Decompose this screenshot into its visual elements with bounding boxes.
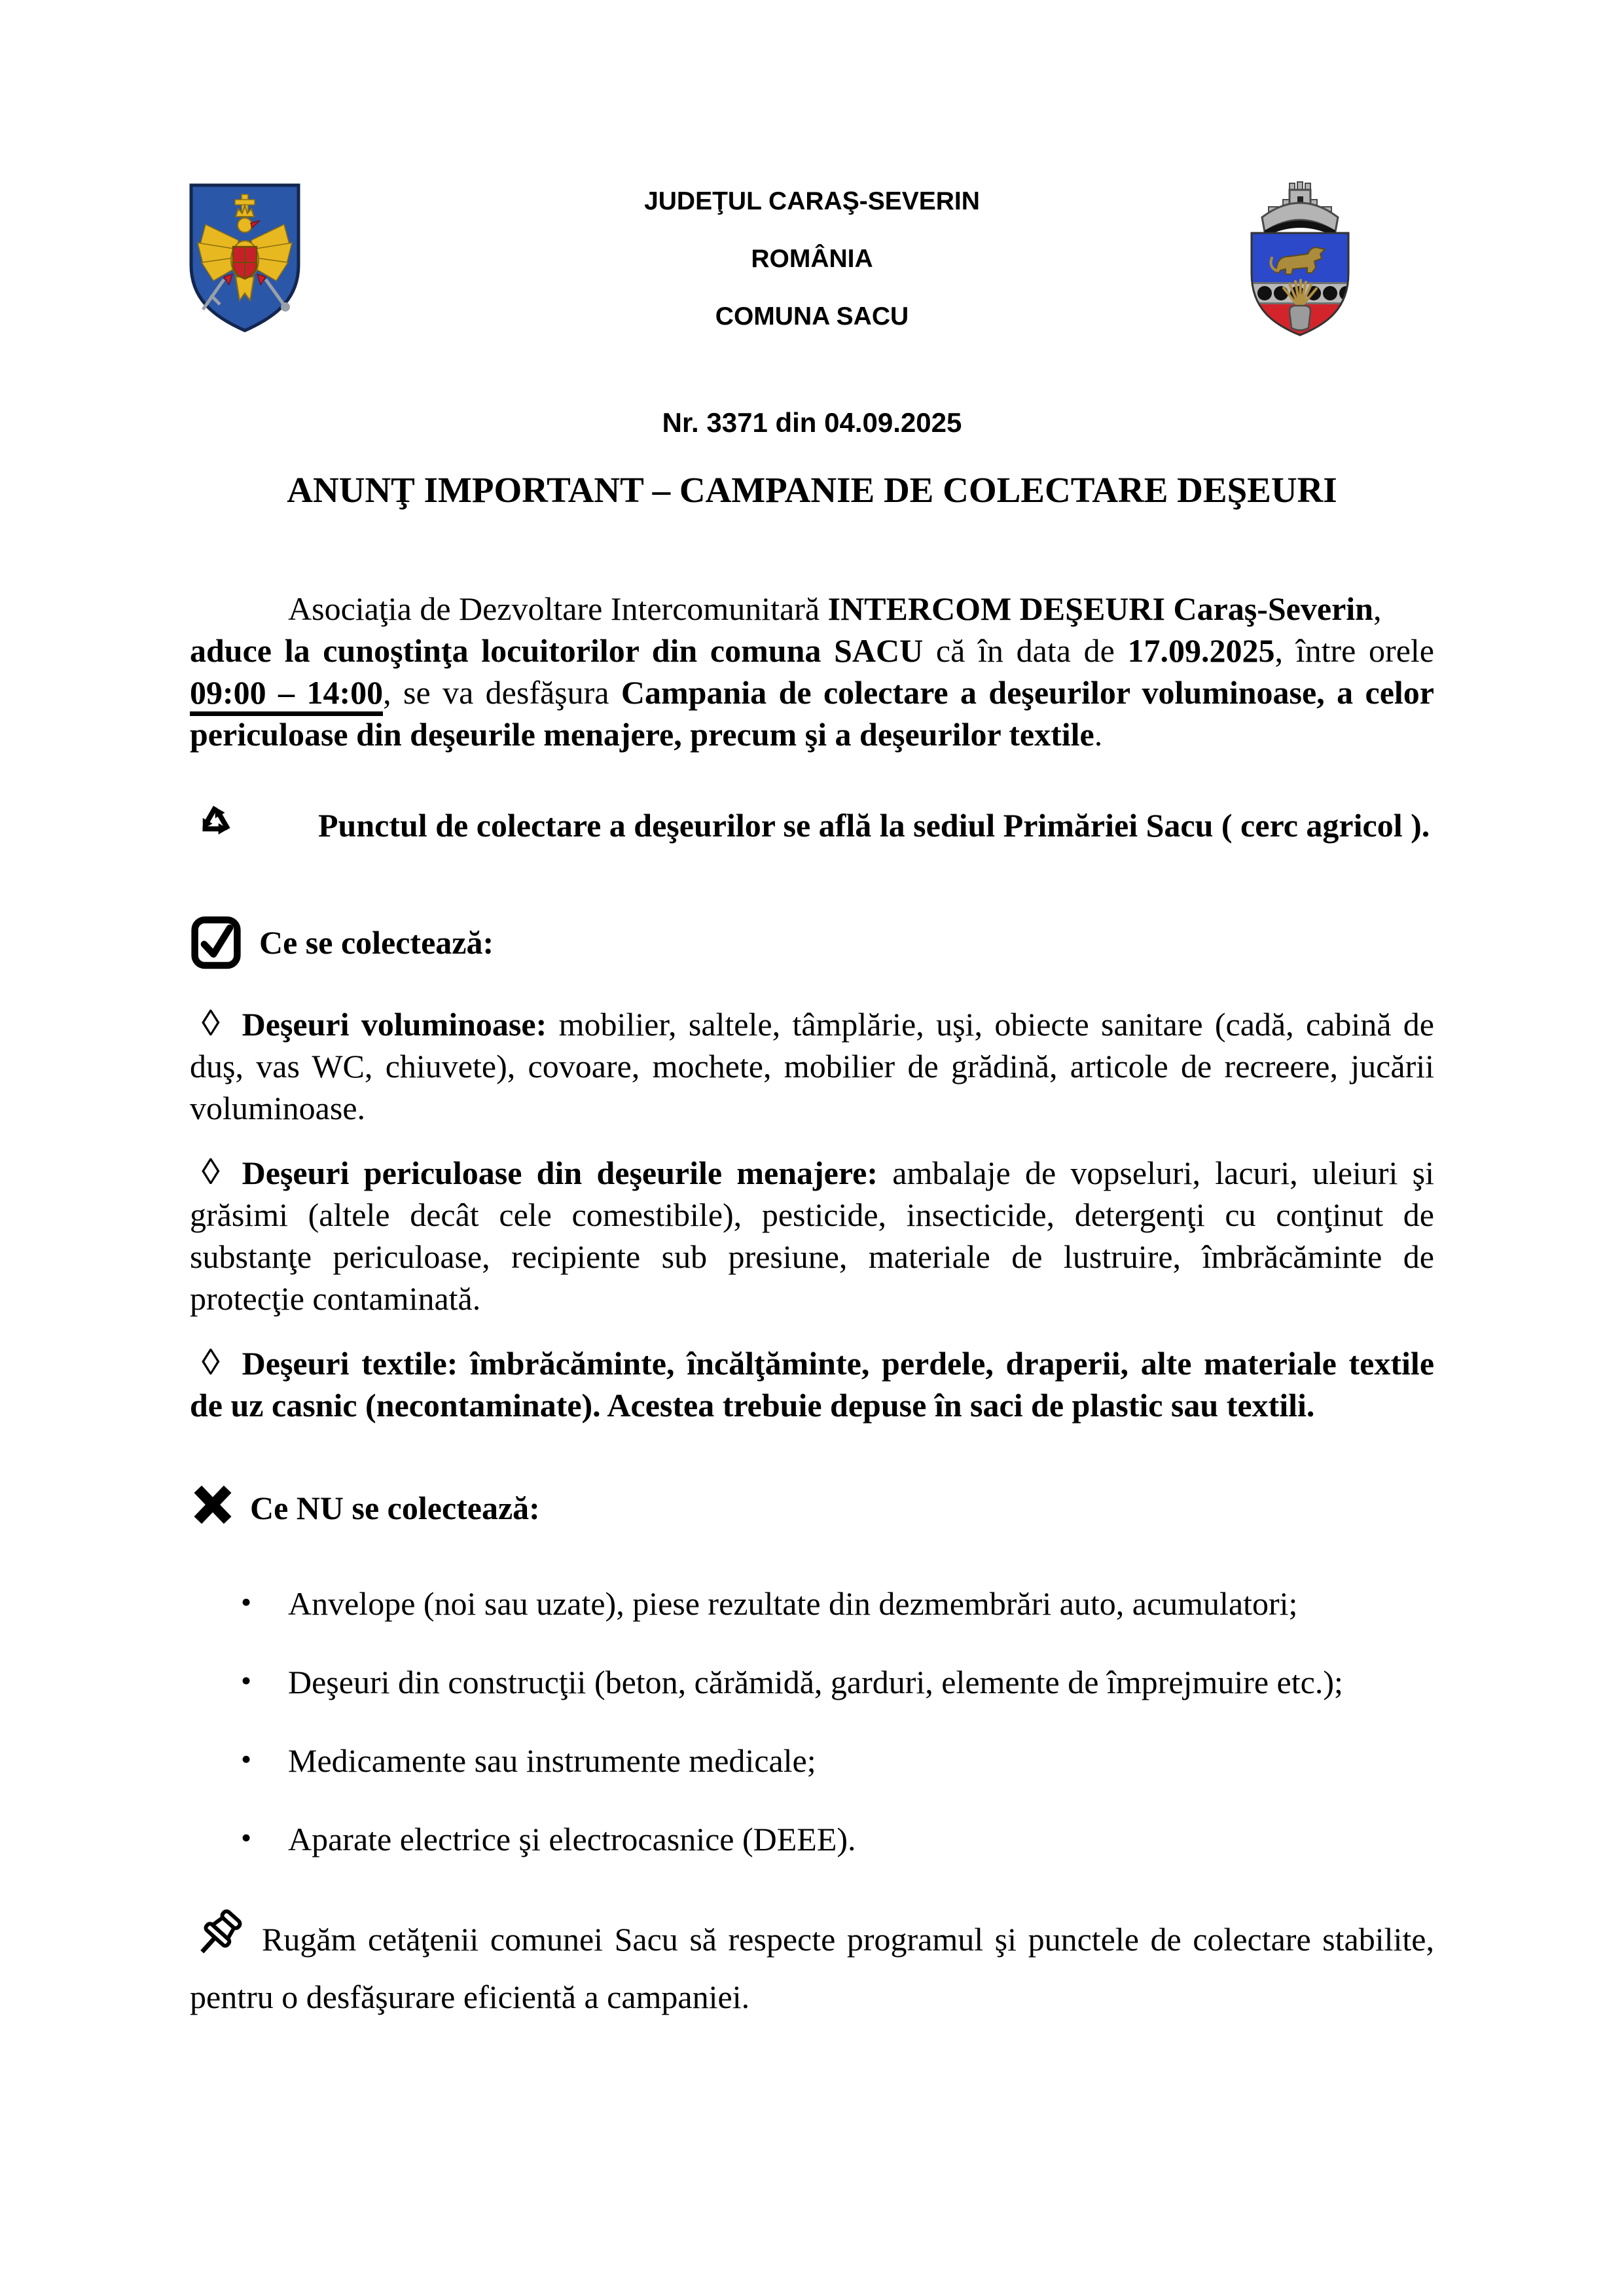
not-collect-list <box>190 1583 1434 1860</box>
collect-item-voluminoase <box>190 1003 1434 1129</box>
campaign-name: Campania de colectare a deşeurilor voluminoase, a celor periculoase din deşeurile menajere, precum şi a deşeurilor textile <box>190 674 1434 753</box>
closing-text: Rugăm cetăţenii comunei Sacu să respecte programul şi punctele de colectare stabilite, pentru o desfăşurare eficientă a campaniei. <box>190 1921 1434 2015</box>
diamond-bullet-icon: ◊ <box>202 1152 220 1193</box>
diamond-bullet-icon: ◊ <box>202 1003 220 1044</box>
recycle-icon <box>190 791 241 855</box>
not-collect-heading <box>190 1480 1434 1539</box>
list-item: • Anvelope (noi sau uzate), piese rezultate din dezmembrări auto, acumulatori; <box>288 1583 1434 1624</box>
collect-heading <box>190 909 1434 980</box>
header-country: ROMÂNIA <box>751 245 873 273</box>
checkbox-checked-icon <box>190 909 242 980</box>
page-title: ANUNŢ IMPORTANT – CAMPANIE DE COLECTARE DEŞEURI <box>287 470 1337 510</box>
collect-heading-text: Ce se colectează: <box>259 924 494 961</box>
collection-point-text: Punctul de colectare a deşeurilor se află la sediul Primăriei Sacu ( cerc agricol ). <box>318 807 1430 844</box>
collection-point-paragraph <box>190 791 1434 855</box>
header-county: JUDEŢUL CARAŞ-SEVERIN <box>644 187 980 215</box>
collect-item-textile <box>190 1342 1434 1426</box>
item-label: Deşeuri periculoase din deşeurile menajere: <box>242 1155 878 1191</box>
intro-paragraph: Asociaţia de Dezvoltare Intercomunitară INTERCOM DEŞEURI Caraş-Severin, aduce la cunoştinţa locuitorilor din comuna SACU că în data de 17.09.2025, între orele 09:00 – 14:00, se va desfăşura Campania de colectare a deşeurilor voluminoase, a celor periculoase din deşeurile menajere, precum şi a deşeurilor textile. <box>190 590 1434 753</box>
item-text: mobilier, saltele, tâmplărie, uşi, obiecte sanitare (cadă, cabină de duş, vas WC, chiuvete), covoare, mochete, mobilier de grădină, articole de recreere, jucării voluminoase. <box>190 1006 1434 1126</box>
x-mark-icon <box>190 1480 236 1539</box>
association-name: INTERCOM DEŞEURI Caraş-Severin <box>827 590 1373 627</box>
not-collect-heading-text: Ce NU se colectează: <box>250 1490 540 1526</box>
document-body <box>190 407 1434 2018</box>
intro-announce: aduce la cunoştinţa locuitorilor din comuna SACU <box>190 632 924 669</box>
intro-text: Asociaţia de Dezvoltare Intercomunitară <box>288 590 828 627</box>
list-item: • Medicamente sau instrumente medicale; <box>288 1740 1434 1782</box>
item-text: ambalaje de vopseluri, lacuri, uleiuri şi grăsimi (altele decât cele comestibile), pesticide, insecticide, detergenţi cu conţinut de substanţe periculoase, recipiente sub presiune, materiale de lustruire, îmbrăcăminte de protecţie contaminată. <box>190 1155 1435 1317</box>
campaign-date: 17.09.2025 <box>1127 632 1275 669</box>
header-commune: COMUNA SACU <box>715 302 909 331</box>
document-header <box>0 188 1624 361</box>
registration-number: Nr. 3371 din 04.09.2025 <box>662 407 962 438</box>
item-text: îmbrăcăminte, încălţăminte, perdele, draperii, alte materiale textile de uz casnic (necontaminate). Acestea trebuie depuse în saci de plastic sau textili. <box>190 1345 1435 1424</box>
campaign-hours: 09:00 – 14:00 <box>190 674 383 716</box>
closing-paragraph <box>190 1907 1434 2018</box>
list-item: • Deşeuri din construcţii (beton, cărămidă, garduri, elemente de împrejmuire etc.); <box>288 1661 1434 1703</box>
pushpin-icon <box>190 1907 249 1976</box>
item-label: Deşeuri textile: <box>242 1345 458 1382</box>
collect-item-periculoase <box>190 1151 1434 1319</box>
diamond-bullet-icon: ◊ <box>202 1342 220 1383</box>
item-label: Deşeuri voluminoase: <box>242 1006 547 1043</box>
list-item: • Aparate electrice şi electrocasnice (DEEE). <box>288 1818 1434 1860</box>
